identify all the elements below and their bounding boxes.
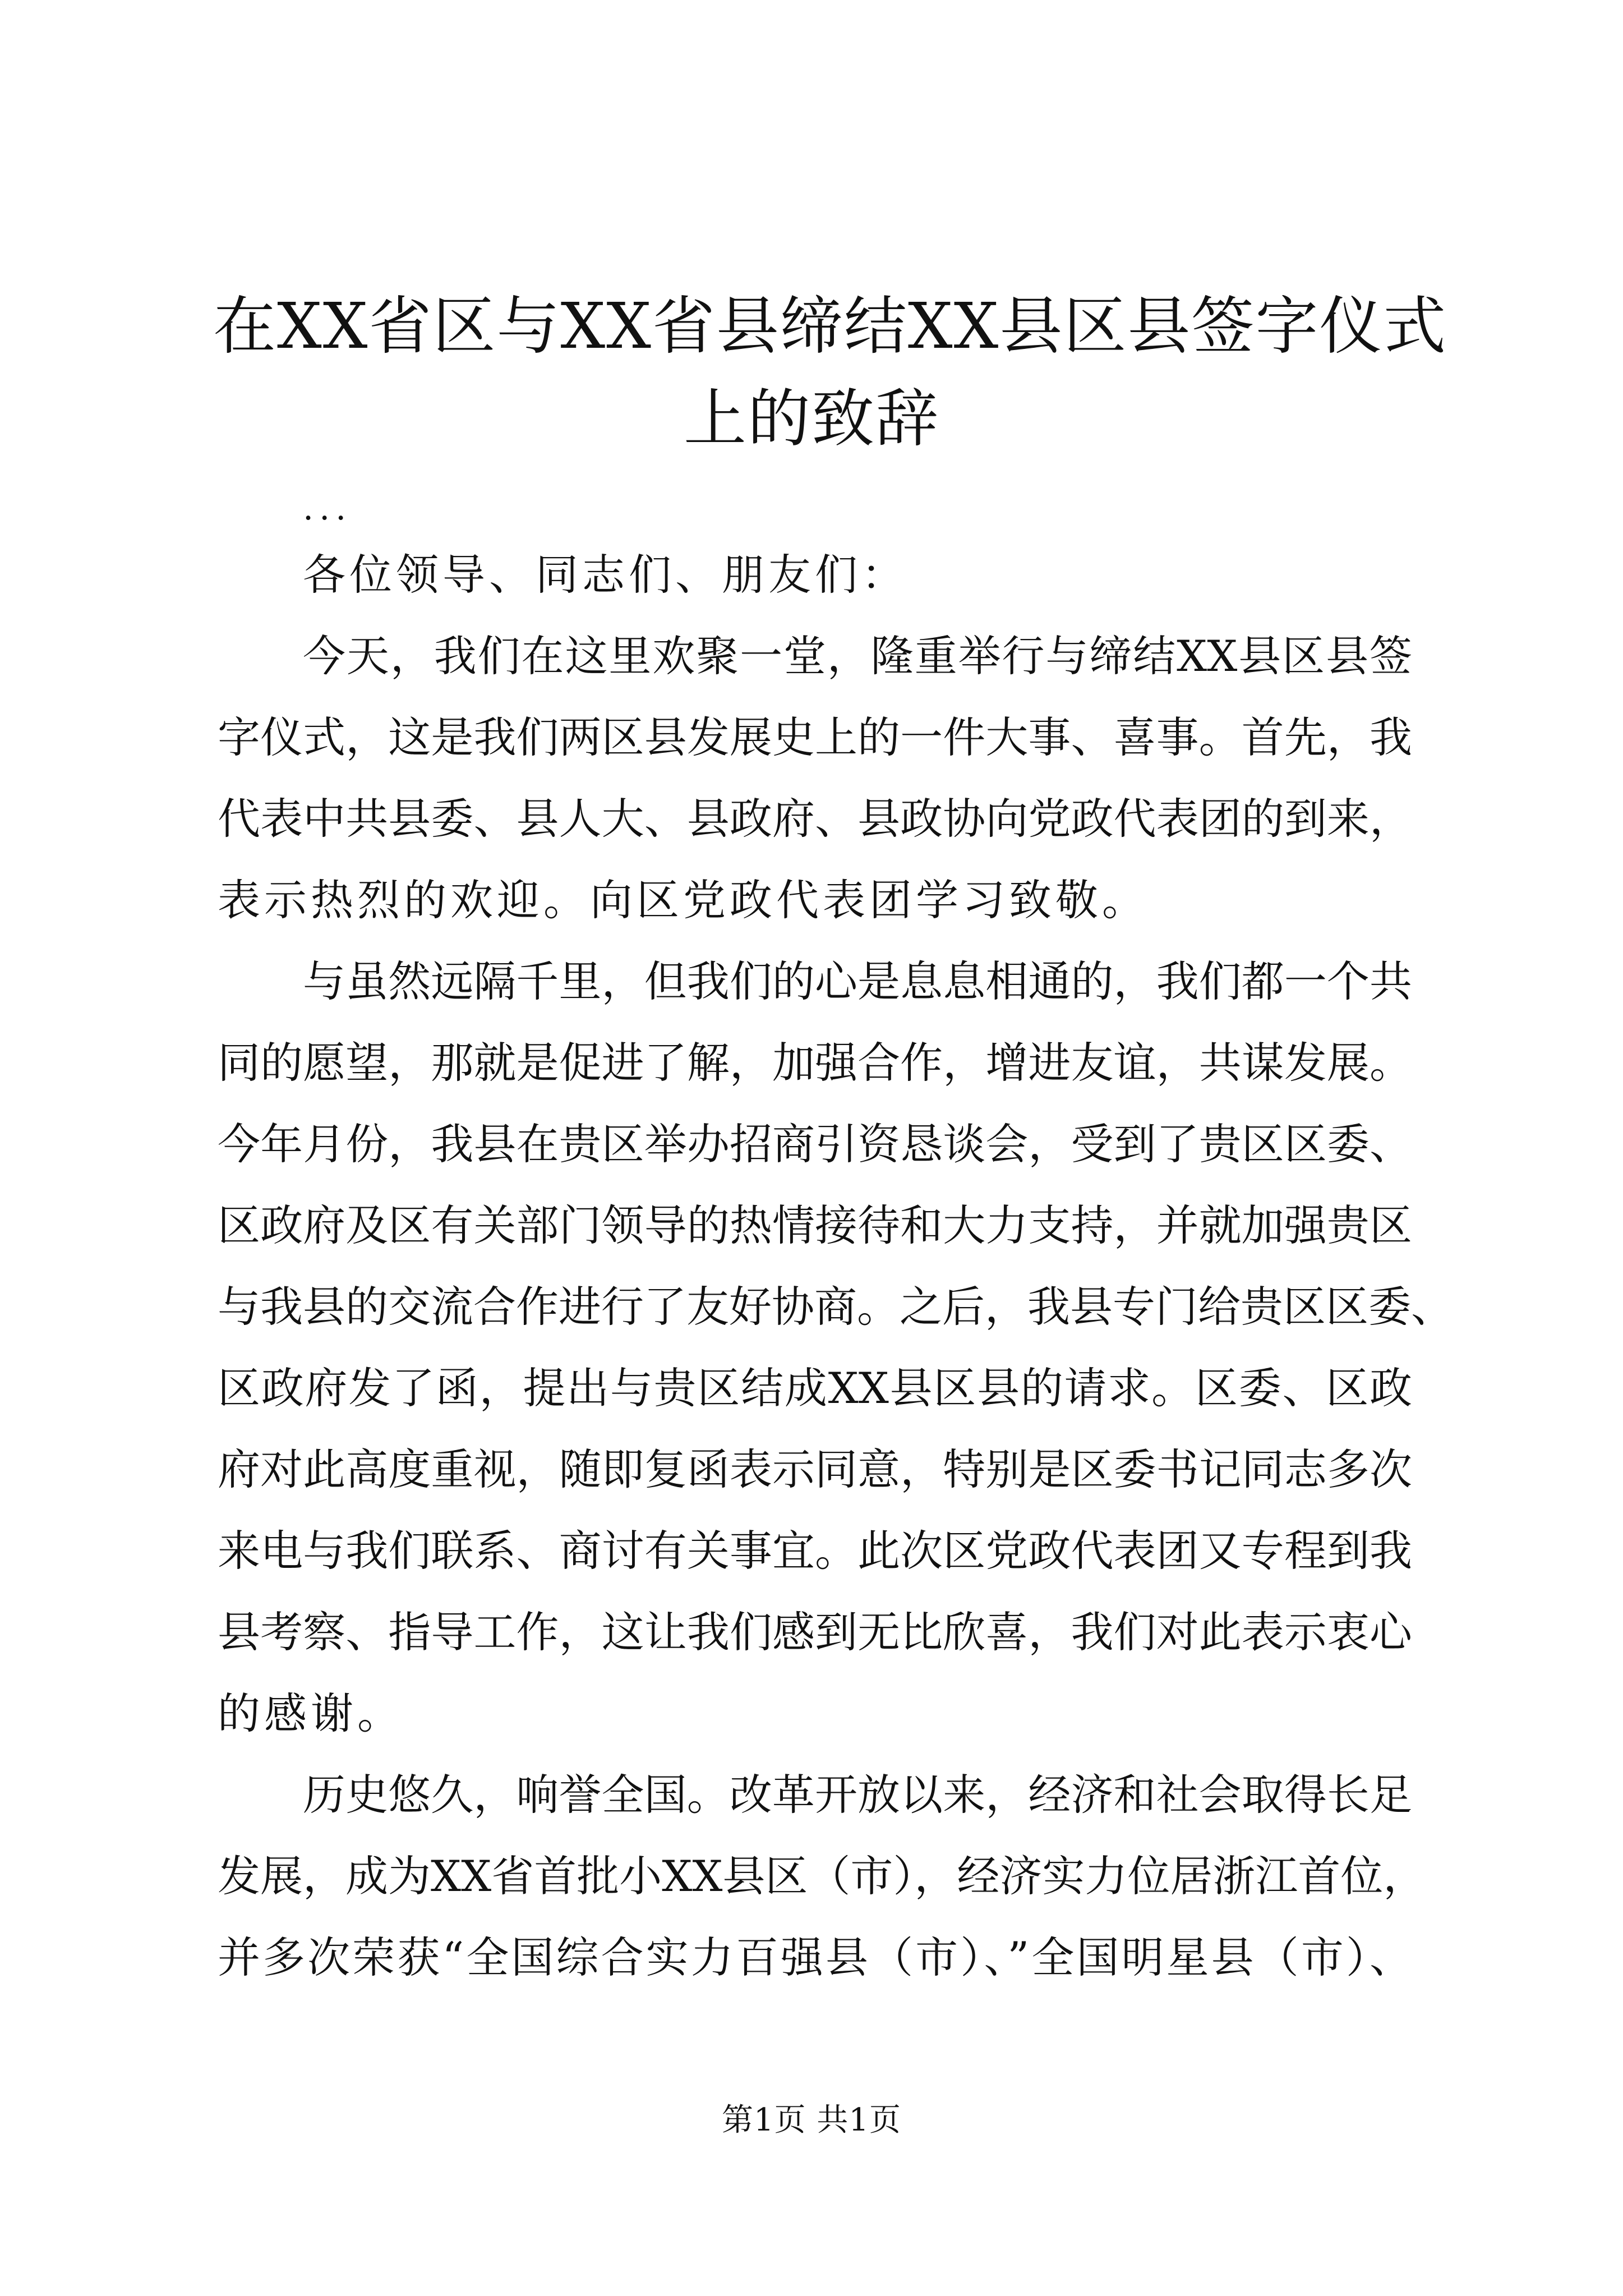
paragraph — [218, 1754, 1426, 1998]
paragraph-line: 府对此高度重视，随即复函表示同意，特别是区委书记同志多次 — [218, 1444, 1412, 1494]
document-body — [218, 482, 1454, 1998]
paragraph-line: 今年月份，我县在贵区举办招商引资恳谈会，受到了贵区区委、 — [218, 1119, 1412, 1169]
paragraph-line: 字仪式，这是我们两区县发展史上的一件大事、喜事。首先，我 — [218, 712, 1412, 762]
paragraph-line: 来电与我们联系、商讨有关事宜。此次区党政代表团又专程到我 — [218, 1526, 1412, 1576]
paragraph-line: 历史悠久，响誉全国。改革开放以来，经济和社会取得长足 — [303, 1770, 1412, 1820]
document-title — [213, 280, 1447, 466]
ellipsis-marker: ... — [303, 489, 352, 528]
paragraph-line: 发展，成为XX省首批小XX县区（市），经济实力位居浙江首位， — [218, 1851, 1426, 1901]
paragraph-line: 区政府及区有关部门领导的热情接待和大力支持，并就加强贵区 — [218, 1200, 1412, 1250]
salutation: 各位领导、同志们、朋友们： — [303, 550, 908, 600]
title-line: 上的致辞 — [684, 383, 939, 455]
paragraph-line: 县考察、指导工作，这让我们感到无比欣喜，我们对此表示衷心 — [218, 1607, 1412, 1657]
paragraph-line: 同的愿望，那就是促进了解，加强合作，增进友谊，共谋发展。 — [218, 1038, 1412, 1088]
title-line: 在XX省区与XX省县缔结XX县区县签字仪式 — [213, 290, 1447, 363]
paragraph-line: 与我县的交流合作进行了友好协商。之后，我县专门给贵区区委、 — [218, 1282, 1454, 1332]
paragraph-line: 的感谢。 — [218, 1688, 404, 1738]
page-footer: 第1页 共1页 — [721, 2102, 902, 2138]
paragraph-line: 今天，我们在这里欢聚一堂，隆重举行与缔结XX县区县签 — [303, 631, 1412, 681]
paragraph-line: 区政府发了函，提出与贵区结成XX县区县的请求。区委、区政 — [218, 1363, 1412, 1413]
paragraph — [218, 615, 1412, 941]
paragraph-line: 并多次荣获“全国综合实力百强县（市）、”全国明星县（市）、 — [218, 1932, 1412, 1982]
paragraph — [218, 941, 1454, 1754]
paragraph-line: 与虽然远隔千里，但我们的心是息息相通的，我们都一个共 — [303, 956, 1412, 1006]
paragraph-line: 代表中共县委、县人大、县政府、县政协向党政代表团的到来， — [218, 794, 1412, 844]
paragraph-line: 表示热烈的欢迎。向区党政代表团学习致敬。 — [218, 875, 1149, 925]
